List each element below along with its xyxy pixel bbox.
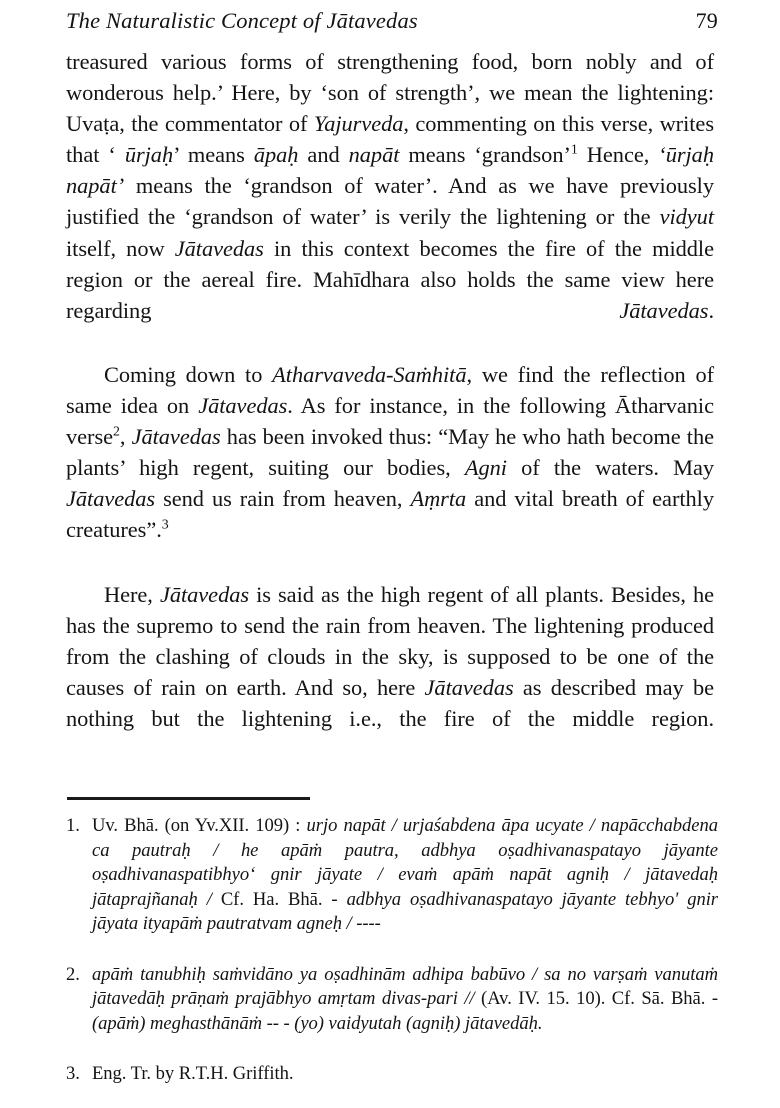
body-text: . <box>708 297 714 323</box>
footnote-number: 3. <box>66 1062 80 1084</box>
emphasis-text: Atharvaveda-Saṁhitā <box>272 361 467 387</box>
body-text: treasured various forms of strengthening food, born nobly and of wonderous help.’ Here, by ‘son of strength’, we mean the lightening: Uvaṭa, the commentator of <box>66 49 714 137</box>
emphasis-text: ‘ūrjaḥ napāt’ <box>66 142 714 199</box>
body-text: ’ means <box>173 142 254 168</box>
body-text: Here, <box>104 581 160 607</box>
footnote-text <box>92 814 718 937</box>
body-text: . As for instance, in the following Ātharvanic verse <box>66 393 714 450</box>
emphasis-text: napāt <box>348 142 400 168</box>
emphasis-text: ūrjaḥ <box>124 142 174 168</box>
emphasis-text: Jātavedas <box>159 581 250 607</box>
page-number: 79 <box>695 8 718 33</box>
footnote-marker: 1 <box>570 142 578 158</box>
body-text: (Av. IV. 15. 10). Cf. Sā. Bhā. - <box>481 988 718 1010</box>
emphasis-text: Jātavedas <box>66 486 156 512</box>
emphasis-text: Jātavedas <box>424 674 514 700</box>
body-text: and <box>298 142 349 168</box>
emphasis-text: adbhya oṣadhivanaspatayo jāyante tebhyo' gnir jāyata ityapāṁ pautratvam agneḥ / ---- <box>92 888 718 935</box>
footnote-marker: 3 <box>161 517 169 533</box>
body-text: Uv. Bhā. (on Yv.XII. 109) : <box>92 815 307 836</box>
body-text: Coming down to <box>104 361 273 387</box>
emphasis-text: Agni <box>464 455 507 481</box>
footnote-text <box>92 1062 718 1087</box>
footnote-item <box>66 1062 718 1087</box>
emphasis-text: Jātavedas <box>619 297 709 323</box>
footnote-number: 2. <box>66 963 80 985</box>
footnote-marker: 2 <box>113 424 120 440</box>
footnote-item <box>66 963 718 1061</box>
body-text: is said as the high regent of all plants. Besides, he has the supremo to send the rain from heaven. The lightening produced from the clashing of clouds in the sky, is supposed to be one of the causes of rain on earth. And so, here <box>66 581 714 700</box>
body-text-block <box>66 46 714 765</box>
body-text: , <box>119 424 132 450</box>
emphasis-text: Aṃrta <box>410 486 467 512</box>
body-text: of the waters. May <box>506 455 714 481</box>
emphasis-text: apāṁ tanubhiḥ saṁvidāno ya oṣadhinām adhipa babūvo / sa no varṣaṁ vanutaṁ jātavedāḥ prāṇaṁ prajābhyo amṛtam divas-pari // <box>92 963 718 1010</box>
running-head <box>66 8 718 38</box>
emphasis-text: Yajurveda <box>313 111 404 137</box>
body-text: , commenting on this verse, writes that ‘ <box>66 111 714 168</box>
running-head-title: The Naturalistic Concept of Jātavedas <box>66 8 418 33</box>
body-text: and vital breath of earthly creatures”. <box>66 486 714 543</box>
footnote-number: 1. <box>66 815 80 836</box>
body-text: Hence, <box>577 142 659 168</box>
footnote-separator-rule <box>67 797 310 800</box>
body-text: has been invoked thus: “May he who hath become the plants’ high regent, suiting our bodies, <box>66 424 714 481</box>
emphasis-text: Jātavedas <box>131 424 221 450</box>
body-text: means the ‘grandson of water’. And as we have previously justified the ‘grandson of water’ is verily the lightening or the <box>66 173 714 230</box>
paragraph <box>66 579 714 766</box>
paragraph <box>66 46 714 357</box>
emphasis-text: āpaḥ <box>253 142 299 168</box>
paragraph <box>66 359 714 577</box>
emphasis-text: vidyut <box>659 204 714 230</box>
emphasis-text: urjo napāt / urjaśabdena āpa ucyate / napācchabdena ca pautraḥ / he apāṁ pautra, adbhya oṣadhivanaspatayo jāyante oṣadhivanaspatibhyo‘ gnir jāyate / evaṁ apāṁ napāt agniḥ / jātavedaḥ jātaprajñanaḥ / <box>92 815 718 910</box>
body-text: as described may be nothing but the lightening i.e., the fire of the middle region. <box>66 674 714 731</box>
emphasis-text: Jātavedas <box>198 393 288 419</box>
footnote-text <box>92 963 718 1037</box>
body-text: Cf. Ha. Bhā. - <box>220 888 347 910</box>
body-text: in this context becomes the fire of the middle region or the aereal fire. Mahīdhara also holds the same view here regarding <box>66 235 714 323</box>
body-text: Eng. Tr. by R.T.H. Griffith. <box>92 1062 294 1084</box>
footnote-item <box>66 814 718 962</box>
body-text: , we find the reflection of same idea on <box>66 361 714 419</box>
body-text: means ‘grandson’ <box>399 142 571 168</box>
body-text: itself, now <box>66 235 175 261</box>
body-text: send us rain from heaven, <box>155 486 411 512</box>
emphasis-text: Jātavedas <box>174 235 264 261</box>
emphasis-text: (apāṁ) meghasthānāṁ -- - (yo) vaidyutah (agniḥ) jātavedāḥ. <box>92 1012 543 1034</box>
footnote-block <box>66 814 718 1088</box>
